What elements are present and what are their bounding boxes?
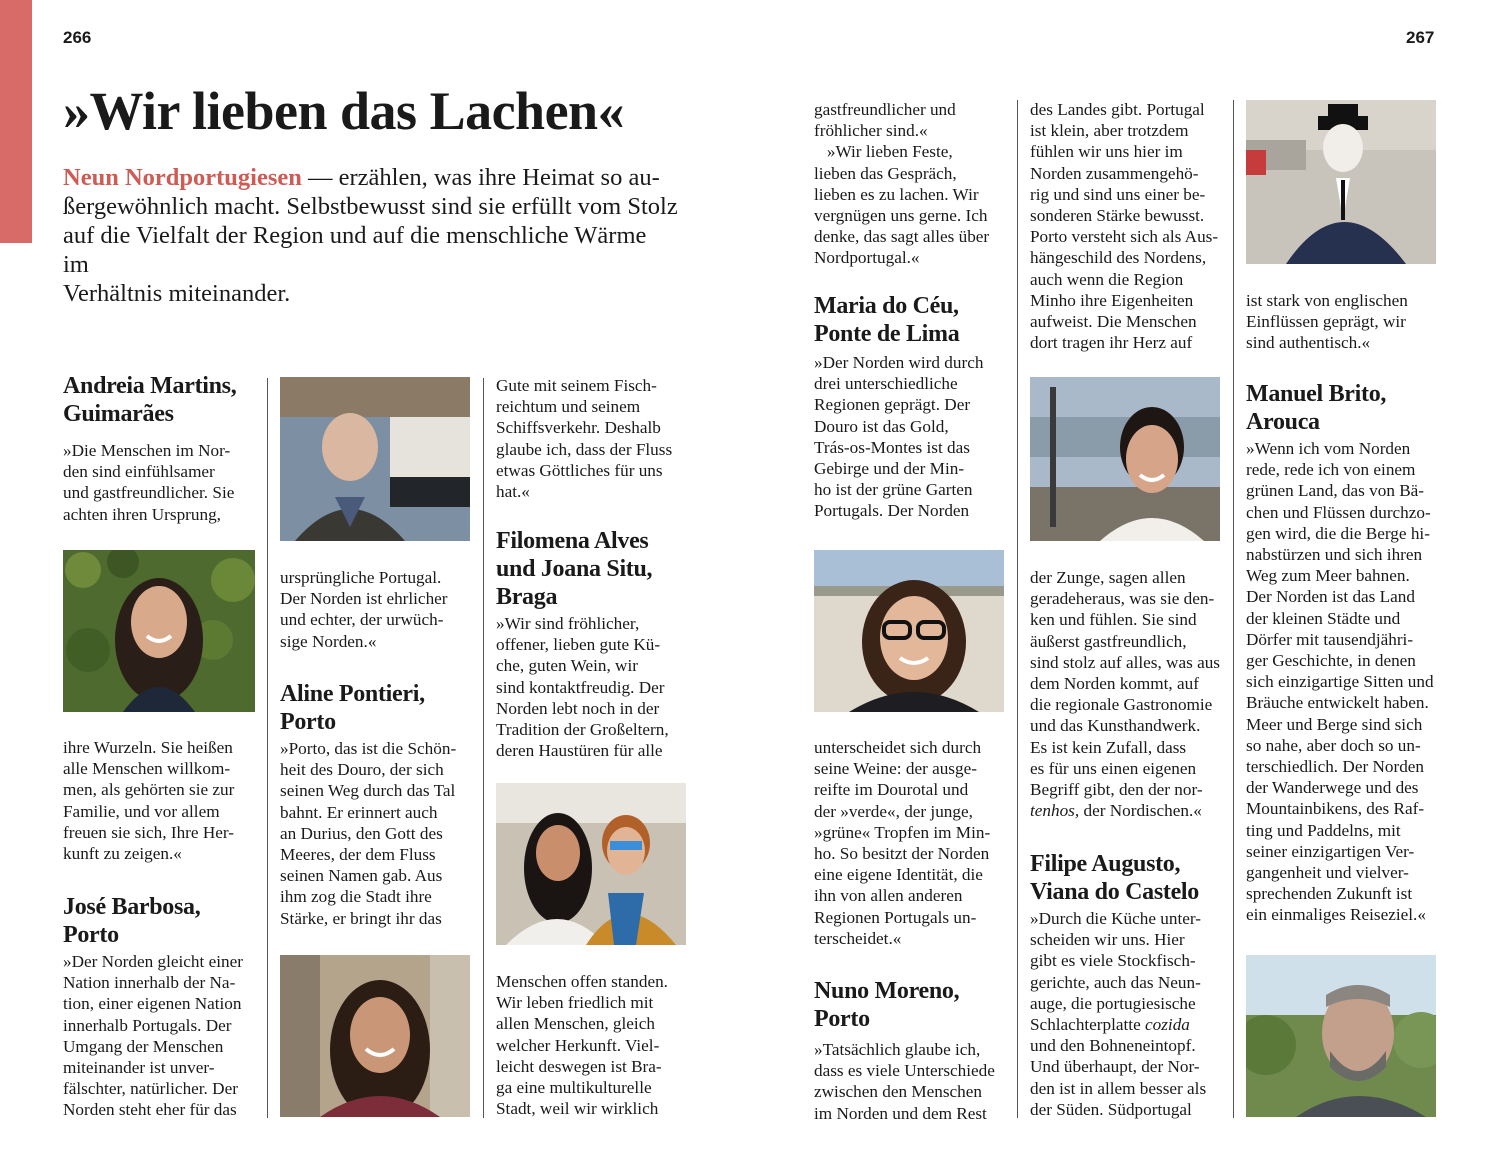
person-name: Nuno Moreno, Porto <box>814 978 960 1032</box>
portrait-filipe-photo <box>1246 100 1436 264</box>
profile-andreia-cont <box>63 737 255 864</box>
profile-filipe <box>1030 850 1220 1120</box>
profile-jose <box>63 893 255 1121</box>
portrait-filomena-photo <box>496 783 686 945</box>
profile-aline-cont <box>496 375 686 502</box>
quote-text: »Der Norden gleicht einer Nation innerhalb der Na- tion, einer eigenen Nation innerhalb Portugals. Der Umgang der Menschen miteinander ist unver- fälschter, natürlicher. Der Norden steht eher für das <box>63 952 243 1120</box>
person-name: Andreia Martins, Guimarães <box>63 373 237 427</box>
portrait-nuno-photo <box>1030 377 1220 541</box>
column-rule <box>267 378 268 1118</box>
quote-text: »Die Menschen im Nor- den sind einfühlsamer und gastfreundlicher. Sie achten ihren Ursprung, <box>63 441 235 524</box>
intro-highlight: Neun Nordportugiesen <box>63 164 302 191</box>
quote-text: Menschen offen standen. Wir leben friedlich mit allen Menschen, gleich welcher Herkunft. Viel- leicht deswegen ist Bra- ga eine multikulturelle Stadt, weil wir wirklich <box>496 972 668 1119</box>
quote-text: des Landes gibt. Portugal ist klein, aber trotzdem fühlen wir uns hier im Norden zusammengehö- rig und sind uns einer be- sonderen Stärke bewusst. Porto versteht sich als Aus- hängeschild des Nordens, auch wenn die Region Minho ihre Eigenheiten aufweist. Die Menschen dort tragen ihr Herz auf <box>1030 100 1219 353</box>
quote-text: ursprüngliche Portugal. Der Norden ist ehrlicher und echter, der urwüch- sige Norden.« <box>280 568 448 651</box>
page-title: »Wir lieben das Lachen« <box>63 81 625 141</box>
person-name: Manuel Brito, Arouca <box>1246 381 1387 435</box>
quote-text: »Wir sind fröhlicher, offener, lieben gute Kü- che, guten Wein, wir sind kontaktfreudig. Der Norden lebt noch in der Tradition der Großeltern, deren Haustüren für alle <box>496 614 669 761</box>
quote-text: »Durch die Küche unter- scheiden wir uns. Hier gibt es viele Stockfisch- gerichte, auch das Neun- auge, die portugiesische Schlachterplatte cozida und den Bohneneintopf. Und überhaupt, der Nor- den ist in allem besser als der Süden. Südportugal <box>1030 909 1207 1119</box>
profile-aline <box>280 680 470 929</box>
profile-manuel <box>1246 380 1436 926</box>
portrait-andreia-photo <box>63 550 255 712</box>
quote-text: »Wenn ich vom Norden rede, rede ich von einem grünen Land, das von Bä- chen und Flüssen durchzo- gen wird, die die Berge hi- nabstürzen und sich ihren Weg zum Meer bahnen. Der Norden ist das Land der kleinen Städte und Dörfer mit tausendjähri- ger Geschichte, in denen sich einzigartige Sitten und Bräuche entwickelt haben. Meer und Berge sind sich so nahe, aber doch so un- terschiedlich. Der Norden der Wanderwege und des Mountainbikens, des Raf- ting und Paddelns, mit seiner einzigartigen Ver- gangenheit und vielver- sprechenden Zukunft ist ein einmaliges Reiseziel.« <box>1246 439 1434 925</box>
quote-text: »Porto, das ist die Schön- heit des Douro, der sich seinen Weg durch das Tal bahnt. Er erinnert auch an Durius, den Gott des Meeres, der dem Fluss seinen Namen gab. Aus ihm zog die Stadt ihre Stärke, er bringt ihr das <box>280 739 457 928</box>
profile-nuno <box>814 977 1004 1124</box>
person-name: Filomena Alves und Joana Situ, Braga <box>496 528 653 610</box>
quote-text: ist stark von englischen Einflüssen geprägt, wir sind authentisch.« <box>1246 291 1408 353</box>
portrait-jose-photo <box>280 377 470 541</box>
profile-filomena <box>496 527 686 761</box>
profile-maria <box>814 292 1004 522</box>
quote-text: der Zunge, sagen allen geradeheraus, was sie den- ken und fühlen. Sie sind äußerst gastfreundlich, sind stolz auf alles, was aus dem Norden kommt, auf die regionale Gastronomie und das Kunsthandwerk. Es ist kein Zufall, dass es für uns einen eigenen Begriff gibt, den der nor- tenhos, der Nordischen.« <box>1030 568 1220 821</box>
person-name: Filipe Augusto, Viana do Castelo <box>1030 851 1199 905</box>
accent-bar <box>0 0 32 243</box>
profile-filipe-cont <box>1246 290 1436 354</box>
profile-jose-cont <box>280 567 470 652</box>
profile-filomena-cont <box>496 971 686 1119</box>
quote-text: »Tatsächlich glaube ich, dass es viele Unterschiede zwischen den Menschen im Norden und dem Rest <box>814 1040 995 1123</box>
profile-nuno-cont <box>1030 99 1220 353</box>
column-rule <box>1233 100 1234 1118</box>
quote-text: »Der Norden wird durch drei unterschiedliche Regionen geprägt. Der Douro ist das Gold, Trás-os-Montes ist das Gebirge und der Min- ho ist der grüne Garten Portugals. Der Norden <box>814 353 984 521</box>
quote-text: Gute mit seinem Fisch- reichtum und seinem Schiffsverkehr. Deshalb glaube ich, dass der Fluss etwas Göttliches für uns hat.« <box>496 376 673 502</box>
person-name: José Barbosa, Porto <box>63 894 201 948</box>
quote-text: unterscheidet sich durch seine Weine: der ausge- reifte im Dourotal und der »verde«, der junge, »grüne« Tropfen im Min- ho. So besitzt der Norden eine eigene Identität, die ihn von allen anderen Regionen Portugals un- terscheidet.« <box>814 738 991 948</box>
column-rule <box>1017 100 1018 1118</box>
profile-andreia <box>63 372 255 525</box>
portrait-manuel-photo <box>1246 955 1436 1117</box>
quote-text: ihre Wurzeln. Sie heißen alle Menschen willkom- men, als gehörten sie zur Familie, und vor allem freuen sie sich, Ihre Her- kunft zu zeigen.« <box>63 738 235 864</box>
quote-text: gastfreundlicher und fröhlicher sind.« »Wir lieben Feste, lieben das Gespräch, lieben es zu lachen. Wir vergnügen uns gerne. Ich denke, das sagt alles über Nordportugal.« <box>814 100 990 268</box>
column-rule <box>483 378 484 1118</box>
profile-nuno-end <box>1030 567 1220 821</box>
intro-text: Neun Nordportugiesen — erzählen, was ihre Heimat so au- ßergewöhnlich macht. Selbstbewusst sind sie erfüllt vom Stolz auf die Vielfalt der Region und auf die menschliche Wärme im Verhältnis miteinander. <box>63 164 678 307</box>
person-name: Maria do Céu, Ponte de Lima <box>814 293 960 347</box>
portrait-maria-photo <box>814 550 1004 712</box>
portrait-aline-photo <box>280 955 470 1117</box>
profile-maria-cont <box>814 737 1004 949</box>
person-name: Aline Pontieri, Porto <box>280 681 425 735</box>
page-number-right: 267 <box>1406 28 1435 47</box>
page-number-left: 266 <box>63 28 92 47</box>
profile-filomena-end <box>814 99 1004 269</box>
